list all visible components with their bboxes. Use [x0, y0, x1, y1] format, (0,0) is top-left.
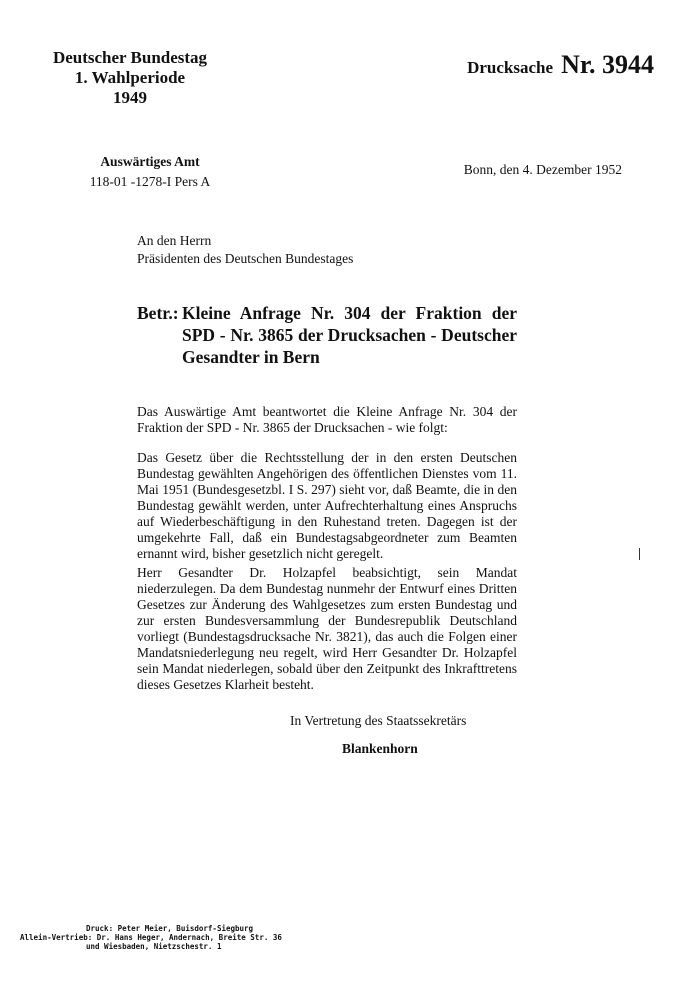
- sender-reference: 118-01 -1278-I Pers A: [89, 174, 211, 189]
- footer-printer: Druck: Peter Meier, Buisdorf-Siegburg: [86, 924, 254, 933]
- body-paragraph-2: Das Gesetz über die Rechtsstellung der in den ersten Deutschen Bundestag gewählten Angehörigen des öffentlichen Dienstes vom 11. Mai 1951 (Bundesgesetzbl. I S. 297) sieht vor, daß Beamte, die in den Bundestag gewählt werden, unter Aufrechterhaltung eines Anspruchs auf Wiederbeschäftigung in den Ruhestand treten. Dagegen ist der umgekehrte Fall, daß ein Bundestagsabgeordneter zum Beamten ernannt wird, bisher gesetzlich nicht geregelt.: [137, 450, 517, 561]
- margin-mark: [639, 548, 640, 560]
- addressee-line-2: Präsidenten des Deutschen Bundestages: [137, 251, 354, 266]
- document-number: [467, 50, 654, 80]
- drucksache-number: Nr. 3944: [561, 50, 654, 79]
- sender-block: [60, 152, 240, 192]
- sender-office: Auswärtiges Amt: [100, 154, 200, 169]
- closing-line: In Vertretung des Staatssekretärs: [290, 713, 467, 728]
- signer-name: Blankenhorn: [342, 741, 418, 756]
- addressee-block: [137, 232, 353, 268]
- subject-text: Kleine Anfrage Nr. 304 der Fraktion der SPD - Nr. 3865 der Drucksachen - Deutscher Gesandter in Bern: [182, 303, 517, 367]
- letter-date: Bonn, den 4. Dezember 1952: [463, 162, 622, 177]
- body-paragraph-1: Das Auswärtige Amt beantwortet die Kleine Anfrage Nr. 304 der Fraktion der SPD - Nr. 3865 der Drucksachen - wie folgt:: [137, 404, 517, 435]
- institution-name: Deutscher Bundestag: [52, 48, 208, 67]
- document-header: [30, 48, 230, 108]
- body-paragraph-3: Herr Gesandter Dr. Holzapfel beabsichtigt, sein Mandat niederzulegen. Da dem Bundestag nunmehr der Entwurf eines Dritten Gesetzes zur Änderung des Wahlgesetzes zum ersten Bundestag und zur ersten Bundesversammlung der Bundesrepublik Deutschland vorliegt (Bundestagsdrucksache Nr. 3821), das auch die Folgen einer Mandatsniederlegung neu regelt, wird Herr Gesandter Dr. Holzapfel sein Mandat niederlegen, sobald über den Zeitpunkt des Inkrafttretens dieses Gesetzes Klarheit besteht.: [137, 565, 517, 692]
- footer-distribution: Allein-Vertrieb: Dr. Hans Heger, Andernach, Breite Str. 36: [20, 933, 282, 942]
- legislative-period: 1. Wahlperiode: [74, 68, 186, 87]
- addressee-line-1: An den Herrn: [137, 233, 212, 248]
- footer-distribution-cont: und Wiesbaden, Nietzschestr. 1: [86, 942, 222, 951]
- subject-block: [137, 302, 517, 368]
- drucksache-label: Drucksache: [467, 58, 554, 77]
- print-footer: [20, 924, 282, 951]
- subject-label: Betr.:: [137, 303, 179, 323]
- period-year: 1949: [113, 88, 147, 107]
